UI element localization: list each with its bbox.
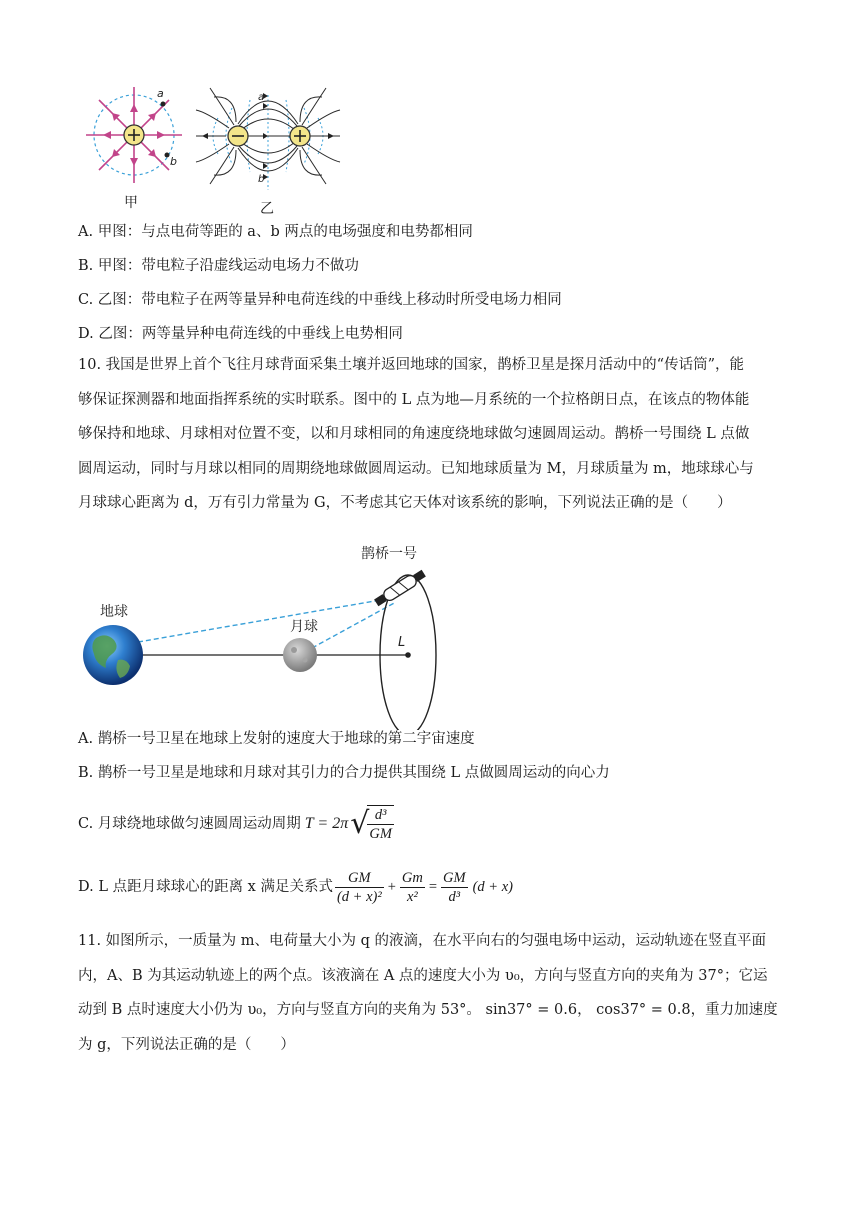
moon-icon [283,638,317,672]
q10-option-c [78,798,396,850]
lagrange-label: L [398,635,406,650]
figure-label-yi: 乙 [260,201,274,217]
satellite-icon [373,568,427,608]
q10-line-4: 圆周运动，同时与月球以相同的周期绕地球做圆周运动。已知地球质量为 M，月球质量为 m，地球球心与 [78,460,754,477]
earth-satellite-link [138,598,392,642]
q11-line-3: 动到 B 点时速度大小仍为 υ₀，方向与竖直方向的夹角为 53°。 sin37° = 0.6， cos37° = 0.8，重力加速度 [78,1002,778,1018]
q10-line-1: 10. 我国是世界上首个飞往月球背面采集土壤并返回地球的国家，鹊桥卫星是探月活动中的“传话筒”，能 [78,357,744,373]
q10-line-2: 够保证探测器和地面指挥系统的实时联系。图中的 L 点为地—月系统的一个拉格朗日点，在该点的物体能 [78,391,750,408]
dipole-point-b-label: b [258,174,265,185]
figure-label-jia: 甲 [124,195,138,211]
q10-line-3: 够保持和地球、月球相对位置不变，以和月球相同的角速度绕地球做匀速圆周运动。鹊桥一号围绕 L 点做 [78,426,750,442]
earth-icon [83,625,143,685]
q9-option-c: C. 乙图：带电粒子在两等量异种电荷连线的中垂线上移动时所受电场力相同 [78,292,562,308]
q10-option-c-text: C. 月球绕地球做匀速圆周运动周期 [78,816,301,832]
q10-option-c-denominator: GM [369,826,392,842]
q10-option-d-fraction-1: $\frac{GM}{\text{(d + x)²}}$ [336,869,382,905]
earth-moon-lagrange-figure [0,530,860,730]
q10-option-c-fraction [367,805,394,843]
q11-line-4: 为 g，下列说法正确的是（ ） [78,1036,295,1053]
point-a-label: a [157,87,164,100]
q9-option-a: A. 甲图：与点电荷等距的 a、b 两点的电场强度和电势都相同 [78,224,473,240]
q11-line-1: 11. 如图所示，一质量为 m、电荷量大小为 q 的液滴，在水平向右的匀强电场中运动，运动轨迹在竖直平面 [78,933,767,949]
lagrange-point-dot [405,652,411,658]
sqrt-symbol: √ [350,806,370,841]
q10-stem [78,348,782,521]
q10-option-d-fraction-3: $\frac{GM}{\text{d³}}$ [443,869,466,905]
q10-option-d-tail: (d + x) [472,879,513,895]
satellite-label: 鹊桥一号 [361,546,417,562]
q11-line-2: 内，A、B 为其运动轨迹上的两个点。该液滴在 A 点的速度大小为 υ₀，方向与竖直方向的夹角为 37°；它运 [78,967,768,984]
point-a-dot [161,102,166,107]
moon-satellite-link [312,602,396,648]
q10-option-a: A. 鹊桥一号卫星在地球上发射的速度大于地球的第二宇宙速度 [78,731,475,747]
point-b-label: b [170,155,177,168]
q10-option-d-text: D. L 点距月球球心的距离 x 满足关系式 [78,879,333,895]
figure-jia [86,87,182,183]
q10-option-d-fraction-2: $\frac{Gm}{\text{x²}}$ [401,869,423,905]
q9-option-b: B. 甲图：带电粒子沿虚线运动电场力不做功 [78,258,359,274]
q10-option-d: D. L 点距月球球心的距离 x 满足关系式 $\frac{GM}{\text{(d + x)²}}$ + $\frac{Gm}{\text{x²}}$ = $\frac{GM}{\text{d³}}$ (d + x) [78,869,513,905]
q9-option-d: D. 乙图：两等量异种电荷连线的中垂线上电势相同 [78,326,403,342]
q10-option-c-lhs: T = 2π [304,815,349,832]
earth-label: 地球 [100,604,128,620]
q10-line-5: 月球球心距离为 d，万有引力常量为 G，不考虑其它天体对该系统的影响，下列说法正确的是（ ） [78,495,732,511]
dipole-point-a-label: a [258,92,265,103]
q11-stem [78,924,782,1062]
figure-yi [196,88,340,190]
point-b-dot [165,153,170,158]
q10-option-c-numerator: d³ [367,806,394,825]
moon-label: 月球 [290,619,318,635]
q10-option-b: B. 鹊桥一号卫星是地球和月球对其引力的合力提供其围绕 L 点做圆周运动的向心力 [78,765,610,781]
